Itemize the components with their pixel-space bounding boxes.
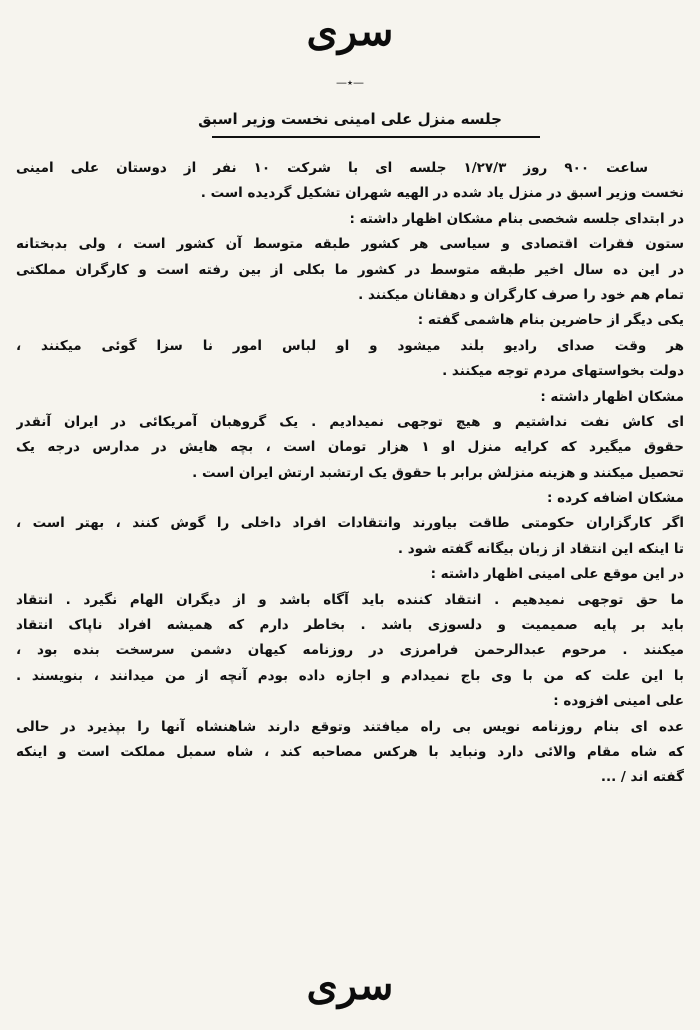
text-line: یکی دیگر از حاضرین بنام هاشمی گفته : xyxy=(417,312,684,329)
text-line: اگر کارگزاران حکومتی طاقت بیاورند وانتقادات افراد داخلی را گوش کنند ، بهتر است ، xyxy=(16,515,684,532)
text-line: ما حق توجهی نمیدهیم . انتقاد کننده باید آگاه باشد و از دیگران الهام نگیرد . انتقاد xyxy=(16,591,684,608)
text-line: تمام هم خود را صرف کارگران و دهقانان میکنند . xyxy=(358,286,684,303)
text-line: مشکان اظهار داشته : xyxy=(540,388,684,405)
text-line: دولت بخواستهای مردم توجه میکنند . xyxy=(442,363,684,380)
classification-stamp-top: سری xyxy=(306,8,394,55)
text-line: نخست وزیر اسبق در منزل یاد شده در الهیه شهران تشکیل گردیده است . xyxy=(200,185,684,202)
text-line: تا اینکه این انتقاد از زبان بیگانه گفته شود . xyxy=(397,540,684,557)
document-heading: جلسه منزل علی امینی نخست وزیر اسبق xyxy=(198,110,502,128)
text-line: در این ده سال اخیر طبقه متوسط در کشور ما بکلی از بین رفته است و کارگران مملکتی xyxy=(16,261,684,278)
text-line: با این علت که من با وی باج نمیدادم و اجازه داده بودم آنچه از من میدانند ، بنویسند . xyxy=(16,667,684,684)
text-line: میکنند . مرحوم عبدالرحمن فرامرزی در روزنامه کیهان دشمن سرسخت بنده بود ، xyxy=(16,642,684,659)
text-line: در ابتدای جلسه شخصی بنام مشکان اظهار داشته : xyxy=(349,210,684,227)
text-line: ای کاش نفت نداشتیم و هیچ توجهی نمیدادیم . یک گروهبان آمریکائی در ایران آنقدر xyxy=(16,413,684,430)
text-line: علی امینی افزوده : xyxy=(553,693,684,710)
text-line: ستون فقرات اقتصادی و سیاسی هر کشور طبقه متوسط آن کشور است ، ولی بدبختانه xyxy=(16,236,684,253)
text-line: در این موقع علی امینی اظهار داشته : xyxy=(430,566,684,583)
text-line: که شاه مقام والائی دارد ونباید با هرکس مصاحبه کند ، شاه سمبل مملکت است و اینکه xyxy=(16,743,684,760)
text-line: تحصیل میکنند و هزینه منزلش برابر با حقوق یک ارتشبد ارتش ایران است . xyxy=(192,464,684,481)
classification-stamp-bottom: سری xyxy=(306,962,394,1009)
document-body xyxy=(16,156,684,791)
text-line: عده ای بنام روزنامه نویس بی راه میافتند وتوقع دارند شاهنشاه آنها را بپذیرد در حالی xyxy=(16,718,684,735)
text-line: ساعت ۹۰۰ روز ۱/۲۷/۳ جلسه ای با شرکت ۱۰ نفر از دوستان علی امینی xyxy=(16,160,649,176)
text-line: گفته اند / ... xyxy=(600,769,684,786)
text-line: حقوق میگیرد که کرایه منزل او ۱ هزار تومان است ، بچه هایش در مدارس درجه یک xyxy=(16,439,684,456)
text-line: هر وقت صدای رادیو بلند میشود و او لباس امور نا سزا گوئی میکنند ، xyxy=(16,337,684,354)
heading-underline xyxy=(212,136,540,138)
text-line: مشکان اضافه کرده : xyxy=(547,490,684,507)
ornament-divider: —٭— xyxy=(336,76,364,89)
text-line: باید بر پایه صمیمیت و دلسوزی باشد . بخاطر دارم که همیشه افراد ناپاک انتقاد xyxy=(16,617,684,634)
